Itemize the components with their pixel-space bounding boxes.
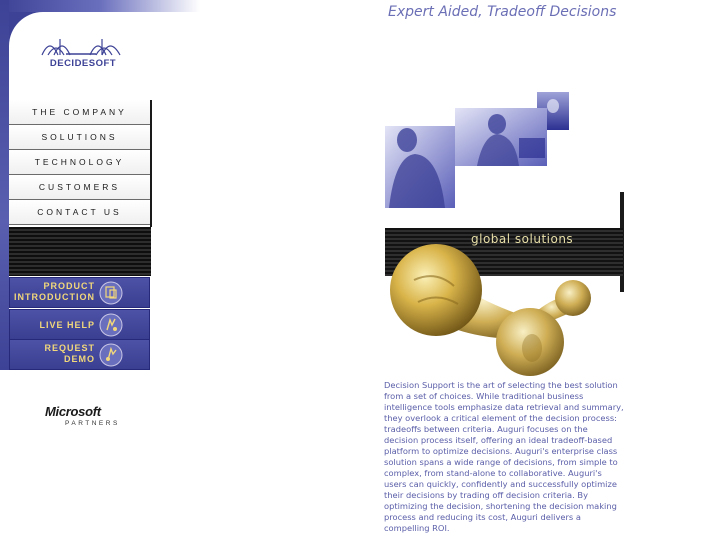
product-introduction-label: PRODUCT INTRODUCTION xyxy=(14,281,95,302)
nav-item-solutions[interactable]: SOLUTIONS xyxy=(9,125,150,150)
sidebar-accent-strip xyxy=(0,0,9,370)
live-help-icon xyxy=(99,313,123,337)
nav-item-company[interactable]: THE COMPANY xyxy=(9,100,150,125)
partners-label: PARTNERS xyxy=(65,420,120,427)
decidesoft-logo-icon xyxy=(40,35,122,57)
main-nav xyxy=(9,100,152,227)
request-demo-button[interactable] xyxy=(9,339,150,370)
intro-paragraph: Decision Support is the art of selecting the best solution from a set of choices. While traditional business intelligence tools emphasize data retrieval and summary, they overlook a critical element of the decision process: tradeoffs between criteria. Auguri focuses on the decision process itself, offering an ideal tradeoff-based platform to optimize decisions. Auguri's enterprise class solution spans a wide range of decisions, from simple to complex, from stand-alone to collaborative. Auguri's users can quickly, confidently and successfully optimize their decisions by trading off decision criteria. By optimizing the decision, shortening the decision making process and reducing its cost, Auguri delivers a compelling ROI. xyxy=(384,380,624,533)
sidebar-stripe-block xyxy=(9,227,151,276)
nav-item-technology[interactable]: TECHNOLOGY xyxy=(9,150,150,175)
top-gradient-bar xyxy=(0,0,200,12)
live-help-label: LIVE HELP xyxy=(39,320,95,330)
people-photo-collage xyxy=(385,92,569,208)
live-help-button[interactable] xyxy=(9,309,150,340)
global-solutions-globe-icon xyxy=(388,240,598,378)
banner-title: global solutions xyxy=(471,232,574,246)
product-introduction-button[interactable] xyxy=(9,277,150,308)
nav-item-customers[interactable]: CUSTOMERS xyxy=(9,175,150,200)
nav-item-contact[interactable]: CONTACT US xyxy=(9,200,150,225)
product-intro-icon xyxy=(99,281,123,305)
microsoft-logo: Microsoft xyxy=(45,404,101,419)
request-demo-label: REQUEST DEMO xyxy=(44,343,95,364)
request-demo-icon xyxy=(99,343,123,367)
page-headline: Expert Aided, Tradeoff Decisions xyxy=(388,4,617,20)
logo-wordmark: DECIDESOFT xyxy=(49,58,117,69)
